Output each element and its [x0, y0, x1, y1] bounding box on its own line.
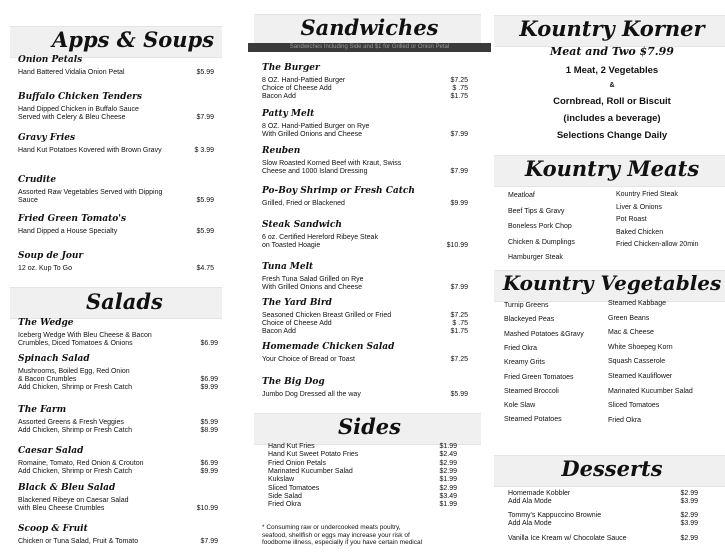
item-price: $ .75	[452, 320, 468, 327]
item-price: $ .75	[452, 85, 468, 92]
item-price: $8.99	[200, 427, 218, 434]
item-name: Spinach Salad	[18, 354, 90, 364]
list-item: Baked Chicken	[616, 228, 664, 236]
item-price: $9.99	[450, 200, 468, 207]
item-name: Onion Petals	[18, 55, 83, 65]
list-item: Meatloaf	[508, 192, 535, 199]
section-title-apps-soups: Apps & Soups	[52, 27, 215, 52]
item-description: Hand Kut Potatoes Kovered with Brown Gravy	[18, 147, 162, 154]
side-price: $1.99	[439, 476, 457, 484]
item-name: Patty Melt	[262, 109, 315, 119]
side-name: Fried Okra	[268, 501, 302, 509]
item-description: 8 OZ. Hand-Pattied Burger	[262, 77, 346, 84]
item-description: Crumbles, Diced Tomatoes & Onions	[18, 340, 133, 347]
item-description: Fresh Tuna Salad Grilled on Rye	[262, 276, 364, 283]
item-price: $7.25	[450, 77, 468, 84]
item-name: The Big Dog	[262, 377, 325, 387]
item-description: Bacon Add	[262, 328, 296, 335]
item-description: Served with Celery & Bleu Cheese	[18, 114, 126, 121]
item-name: Soup de Jour	[18, 251, 84, 261]
side-price: $2.49	[439, 451, 457, 459]
item-description: Hand Dipped a House Specialty	[18, 228, 118, 235]
section-title-sides: Sides	[337, 414, 401, 439]
item-name: Fried Green Tomato's	[18, 214, 127, 224]
item-price: $7.25	[450, 312, 468, 319]
item-price: $9.99	[200, 384, 218, 391]
list-item: Chicken & Dumplings	[508, 238, 575, 246]
side-price: $2.99	[439, 484, 457, 492]
list-item: Green Beans	[608, 314, 650, 322]
item-description: Jumbo Dog Dressed all the way	[262, 391, 361, 398]
dessert-description: Vanilla Ice Kream w/ Chocolate Sauce	[508, 535, 627, 542]
item-description: Seasoned Chicken Breast Grilled or Fried	[262, 312, 392, 319]
list-item: Fried Chicken-allow 20min	[616, 241, 699, 249]
list-item: Fried Green Tomatoes	[504, 373, 574, 381]
section-title-desserts: Desserts	[561, 456, 663, 481]
section-title-salads: Salads	[86, 289, 163, 314]
side-name: Side Salad	[268, 492, 302, 500]
section-title-kountry-meats: Kountry Meats	[524, 156, 700, 181]
item-price: $9.99	[200, 468, 218, 475]
item-price: $5.99	[450, 391, 468, 398]
item-price: $10.99	[196, 505, 218, 512]
list-item: Kountry Fried Steak	[616, 191, 678, 198]
item-description: With Grilled Onions and Cheese	[262, 131, 362, 138]
side-name: Marinated Kucumber Salad	[268, 467, 353, 475]
dessert-description: Homemade Kobbler	[508, 490, 571, 497]
kountry-korner-subtitle: Meat and Two $7.99	[550, 45, 674, 58]
korner-line: (includes a beverage)	[563, 113, 661, 124]
item-name: Steak Sandwich	[262, 220, 342, 230]
list-item: Mac & Cheese	[608, 329, 654, 337]
list-item: Fried Okra	[504, 344, 538, 352]
column-kountry	[502, 0, 722, 560]
list-item: Marinated Kucumber Salad	[608, 387, 693, 395]
list-item: Kreamy Grits	[504, 359, 545, 367]
item-price: $1.75	[450, 93, 468, 100]
item-price: $6.99	[200, 460, 218, 467]
item-description: Blackened Ribeye on Caesar Salad	[18, 497, 129, 504]
list-item: Pot Roast	[616, 216, 647, 224]
item-description: Hand Dipped Chicken in Buffalo Sauce	[18, 106, 139, 113]
item-name: Caesar Salad	[18, 446, 84, 456]
list-item: Steamed Broccoli	[504, 387, 559, 395]
section-title-kountry-vegetables: Kountry Vegetables	[502, 271, 722, 295]
item-description: 12 oz. Kup To Go	[18, 265, 72, 272]
item-description: Add Chicken, Shrimp or Fresh Catch	[18, 468, 132, 475]
list-item: Steamed Potatoes	[504, 416, 562, 424]
item-name: Reuben	[262, 146, 301, 156]
dessert-description: Add Ala Mode	[508, 520, 552, 527]
dessert-price: $2.99	[680, 512, 698, 519]
side-price: $2.99	[439, 467, 457, 475]
list-item: Kole Slaw	[504, 402, 536, 410]
item-price: $7.99	[196, 114, 214, 121]
dessert-description: Add Ala Mode	[508, 498, 552, 505]
item-price: $7.99	[200, 538, 218, 545]
side-price: $3.49	[439, 492, 457, 500]
item-description: Choice of Cheese Add	[262, 320, 332, 327]
item-name: Scoop & Fruit	[18, 524, 88, 534]
item-description: on Toasted Hoagie	[262, 242, 321, 249]
item-description: Slow Roasted Korned Beef with Kraut, Swiss	[262, 160, 402, 167]
list-item: Steamed Kabbage	[608, 300, 666, 307]
item-price: $7.99	[450, 168, 468, 175]
item-name: The Wedge	[18, 318, 74, 328]
item-name: The Burger	[262, 63, 320, 73]
item-description: Cheese and 1000 Island Dressing	[262, 168, 368, 175]
list-item: Blackeyed Peas	[504, 316, 555, 324]
side-name: Hand Kut Fries	[268, 443, 315, 450]
item-price: $5.99	[200, 419, 218, 426]
korner-line: Cornbread, Roll or Biscuit	[553, 96, 671, 107]
item-description: Assorted Raw Vegetables Served with Dipping	[18, 189, 163, 196]
dessert-price: $2.99	[680, 535, 698, 542]
list-item: Hamburger Steak	[508, 254, 563, 261]
item-description: With Grilled Onions and Cheese	[262, 284, 362, 291]
item-description: Romaine, Tomato, Red Onion & Crouton	[18, 460, 144, 467]
item-name: Homemade Chicken Salad	[262, 342, 395, 352]
item-price: $5.99	[196, 228, 214, 235]
item-price: $4.75	[196, 265, 214, 272]
item-description: 6 oz. Certified Hereford Ribeye Steak	[262, 234, 378, 241]
item-description: Bacon Add	[262, 93, 296, 100]
side-name: Sliced Tomatoes	[268, 484, 320, 492]
item-description: Chicken or Tuna Salad, Fruit & Tomato	[18, 538, 139, 545]
korner-line: Selections Change Daily	[556, 130, 668, 141]
dessert-price: $2.99	[680, 490, 698, 497]
list-item: Turnip Greens	[504, 302, 549, 309]
list-item: Squash Casserole	[608, 358, 666, 366]
item-description: Assorted Greens & Fresh Veggies	[18, 419, 124, 426]
item-price: $10.99	[446, 242, 468, 249]
section-title-kountry-korner: Kountry Korner	[519, 16, 705, 41]
korner-line: 1 Meat, 2 Vegetables	[565, 65, 659, 76]
item-price: $7.99	[450, 131, 468, 138]
item-description: Grilled, Fried or Blackened	[262, 200, 345, 207]
item-price: $1.75	[450, 328, 468, 335]
list-item: Beef Tips & Gravy	[508, 207, 565, 215]
item-description: Add Chicken, Shrimp or Fresh Catch	[18, 384, 132, 391]
item-price: $7.25	[450, 356, 468, 363]
item-name: Po-Boy Shrimp or Fresh Catch	[262, 186, 415, 196]
dessert-price: $3.99	[680, 520, 698, 527]
side-name: Kukslaw	[268, 476, 295, 484]
dessert-description: Tommy's Kappuccino Brownie	[508, 512, 602, 519]
side-price: $2.99	[439, 459, 457, 467]
side-price: $1.99	[439, 443, 457, 450]
item-description: Iceberg Wedge With Bleu Cheese & Bacon	[18, 332, 152, 339]
list-item: Mashed Potatoes &Gravy	[504, 330, 584, 338]
item-name: The Yard Bird	[262, 298, 332, 308]
item-name: Gravy Fries	[18, 133, 76, 143]
item-price: $5.99	[196, 69, 214, 76]
item-name: Black & Bleu Salad	[18, 483, 116, 493]
consumer-advisory-note: * Consuming raw or undercooked meats poultry, seafood, shellfish or eggs may increase your risk of foodborne illness, especially if you have certain medical	[262, 524, 423, 546]
korner-line: &	[609, 82, 615, 89]
item-price: $5.99	[196, 197, 214, 204]
list-item: Liver & Onions	[616, 203, 662, 211]
item-description: & Bacon Crumbles	[18, 376, 77, 383]
item-price: $7.99	[450, 284, 468, 291]
item-name: Tuna Melt	[262, 262, 314, 272]
item-description: Your Choice of Bread or Toast	[262, 356, 356, 363]
item-description: Sauce	[18, 197, 38, 204]
list-item: Fried Okra	[608, 416, 642, 424]
item-description: Choice of Cheese Add	[262, 85, 332, 92]
sandwich-banner: Sandwiches Including Side and $1 for Grilled or Onion Petal	[248, 43, 491, 52]
list-item: Sliced Tomatoes	[608, 402, 660, 410]
column-apps-salads	[18, 0, 218, 560]
item-description: Add Chicken, Shrimp or Fresh Catch	[18, 427, 132, 434]
list-item: Steamed Kauliflower	[608, 373, 673, 380]
item-price: $6.99	[200, 376, 218, 383]
side-name: Hand Kut Sweet Potato Fries	[268, 451, 359, 459]
column-sandwiches-sides	[262, 0, 477, 560]
item-name: Crudite	[18, 175, 57, 185]
item-description: Hand Battered Vidalia Onion Petal	[18, 69, 125, 76]
side-price: $1.99	[439, 501, 457, 509]
item-description: with Bleu Cheese Crumbles	[18, 505, 105, 512]
section-title-sandwiches: Sandwiches	[300, 15, 439, 40]
item-price: $ 3.99	[194, 147, 214, 154]
item-name: Buffalo Chicken Tenders	[18, 92, 142, 102]
item-description: Mushrooms, Boiled Egg, Red Onion	[18, 368, 130, 375]
list-item: White Shoepeg Korn	[608, 343, 673, 351]
dessert-price: $3.99	[680, 498, 698, 505]
item-price: $6.99	[200, 340, 218, 347]
side-name: Fried Onion Petals	[268, 459, 326, 467]
item-description: 8 OZ. Hand-Pattied Burger on Rye	[262, 123, 370, 130]
item-name: The Farm	[18, 405, 67, 415]
list-item: Boneless Pork Chop	[508, 223, 572, 230]
